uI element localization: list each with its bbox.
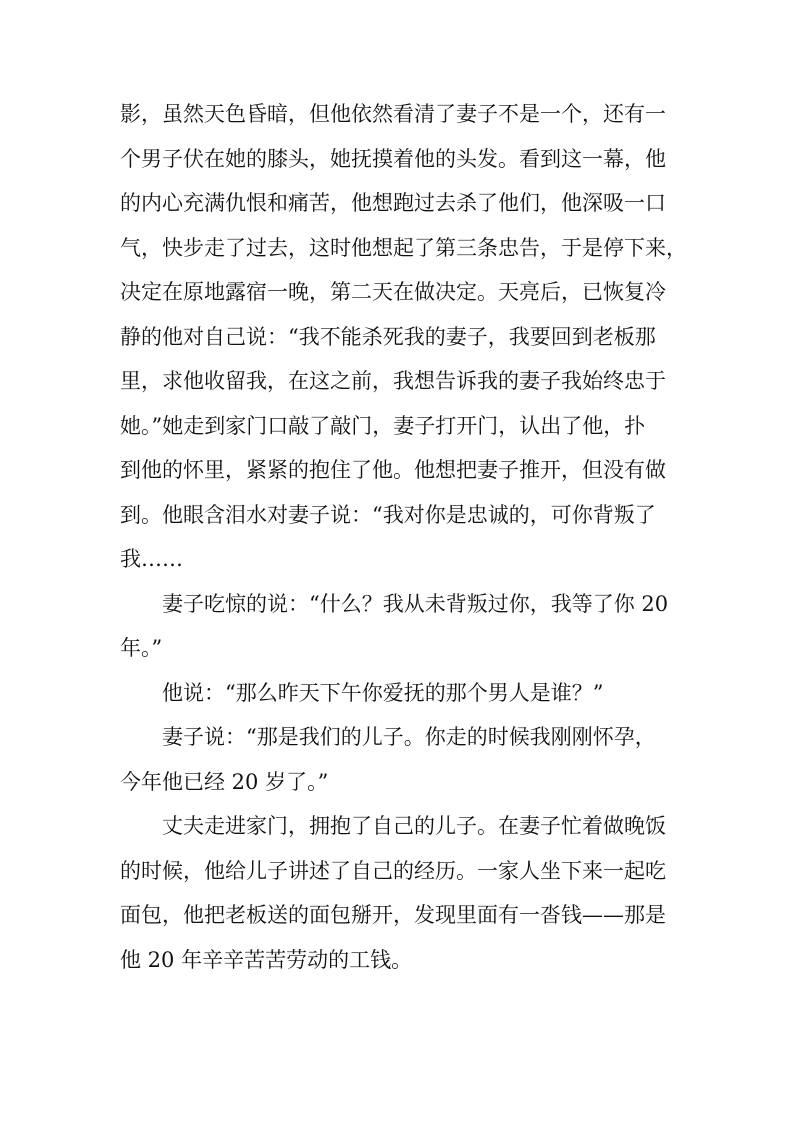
text-line: 面包，他把老板送的面包掰开，发现里面有一沓钱——那是 xyxy=(120,903,666,927)
text-line: 个男子伏在她的膝头，她抚摸着他的头发。看到这一幕，他 xyxy=(120,146,666,171)
text-line: 我…… xyxy=(120,547,183,571)
text-line: 的时候，他给儿子讲述了自己的经历。一家人坐下来一起吃 xyxy=(120,858,666,883)
text-line: 决定在原地露宿一晚，第二天在做决定。天亮后，已恢复冷 xyxy=(120,280,666,304)
paragraph-first-line: 妻子吃惊的说：“什么？我从未背叛过你，我等了你 20 xyxy=(162,591,669,616)
text-line: 年。” xyxy=(120,636,163,660)
text-line: 他 20 年辛辛苦苦劳动的工钱。 xyxy=(120,947,413,972)
text-line: 今年他已经 20 岁了。” xyxy=(120,769,329,794)
paragraph-first-line: 他说：“那么昨天下午你爱抚的那个男人是谁？” xyxy=(162,680,604,705)
paragraph-first-line: 妻子说：“那是我们的儿子。你走的时候我刚刚怀孕， xyxy=(162,725,656,749)
text-line: 到他的怀里，紧紧的抱住了他。他想把妻子推开，但没有做 xyxy=(120,458,666,482)
text-line: 到。他眼含泪水对妻子说：“我对你是忠诚的，可你背叛了 xyxy=(120,502,656,527)
text-line: 静的他对自己说：“我不能杀死我的妻子，我要回到老板那 xyxy=(120,324,656,349)
story-text xyxy=(120,92,687,982)
text-line: 气，快步走了过去，这时他想起了第三条忠告，于是停下来， xyxy=(120,235,687,260)
text-line: 影，虽然天色昏暗，但他依然看清了妻子不是一个，还有一 xyxy=(120,102,666,126)
text-line: 里，求他收留我，在这之前，我想告诉我的妻子我始终忠于 xyxy=(120,369,666,393)
text-line: 的内心充满仇恨和痛苦，他想跑过去杀了他们，他深吸一口 xyxy=(120,191,666,215)
text-line: 她。”她走到家门口敲了敲门，妻子打开门，认出了他，扑 xyxy=(120,413,646,438)
paragraph-first-line: 丈夫走进家门，拥抱了自己的儿子。在妻子忙着做晚饭 xyxy=(162,814,666,838)
